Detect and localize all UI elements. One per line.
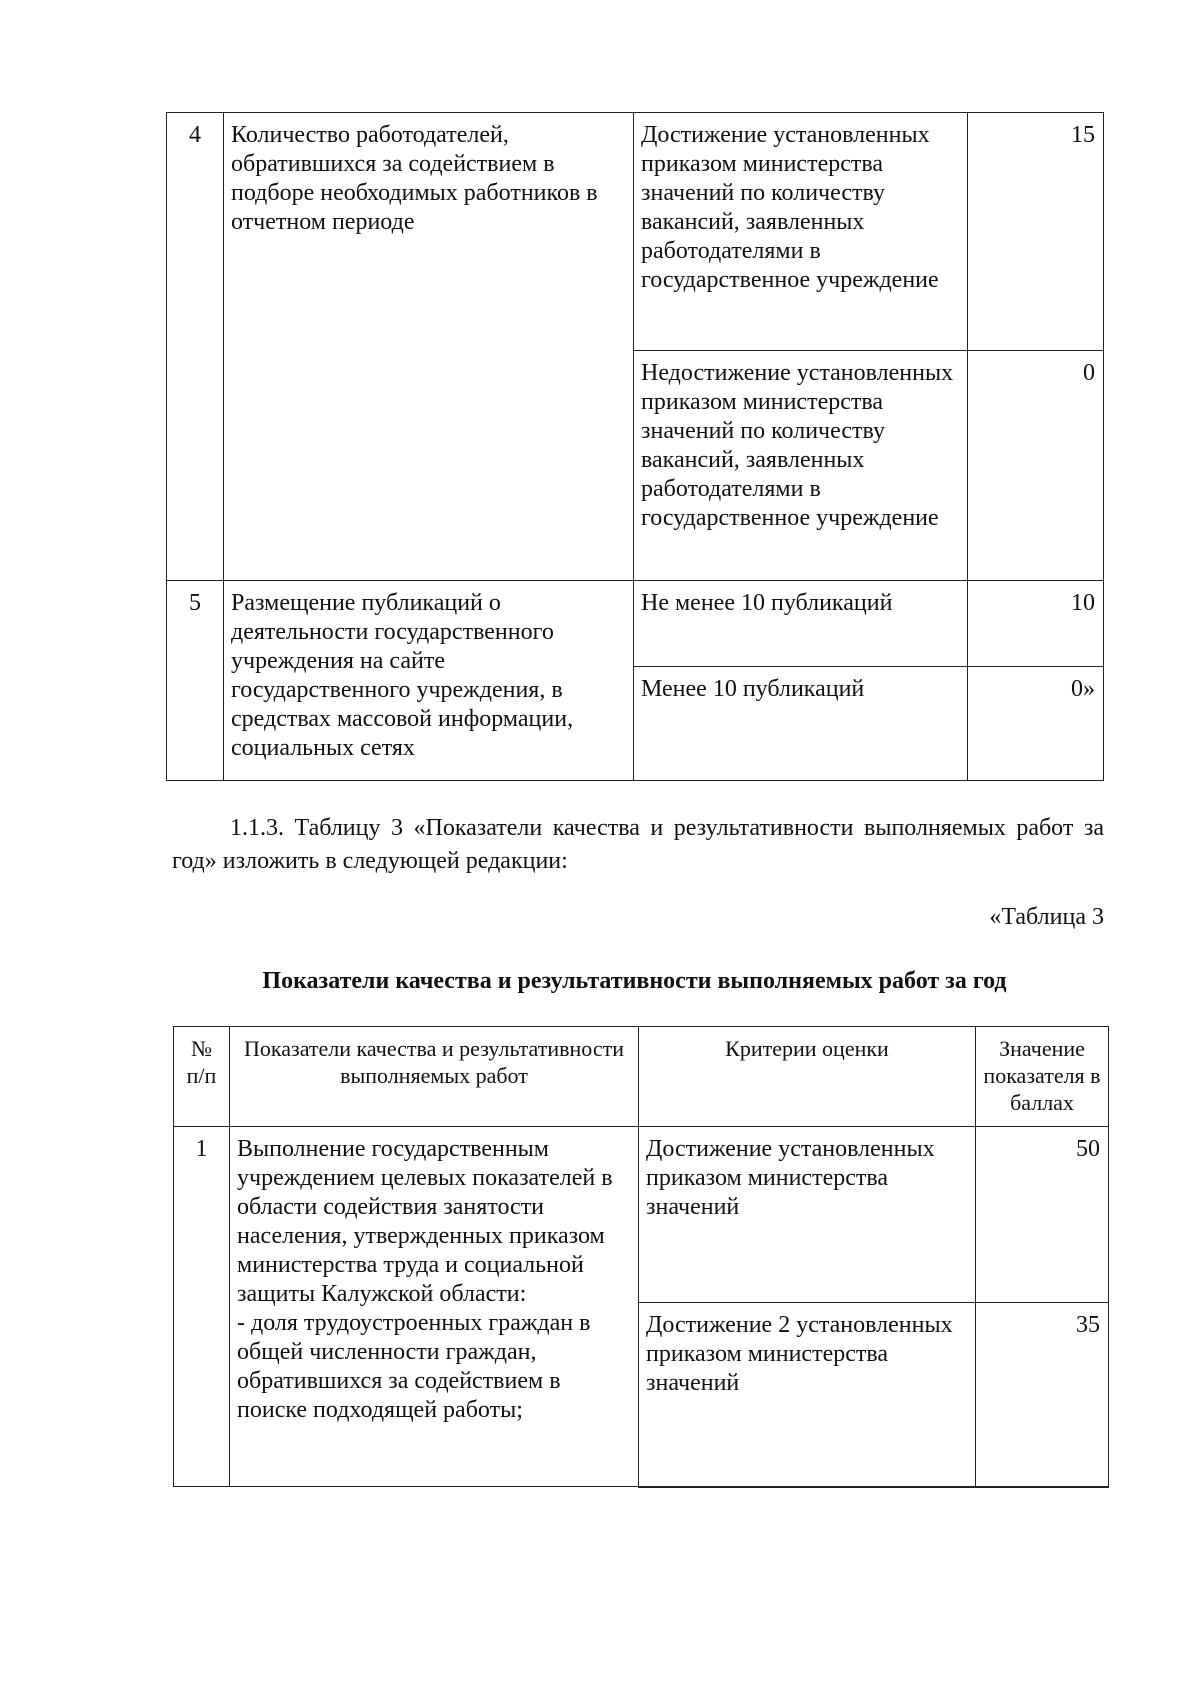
indicator-cell: Количество работодателей, обратившихся за содействием в подборе необходимых работников в отчетном периоде [224,113,634,581]
row-number: 5 [167,581,224,781]
table-row [174,1127,1109,1303]
indicators-table-3 [173,1026,1109,1488]
criteria-cell: Достижение установленных приказом министерства значений [639,1127,976,1303]
criteria-cell: Менее 10 публикаций [634,667,968,781]
header-num: № п/п [174,1027,230,1127]
score-cell: 35 [976,1303,1109,1487]
score-cell: 10 [968,581,1104,667]
row-number: 4 [167,113,224,581]
score-cell: 15 [968,113,1104,351]
criteria-cell: Достижение установленных приказом министерства значений по количеству вакансий, заявленных работодателями в государственное учреждение [634,113,968,351]
indicator-cell: Выполнение государственным учреждением целевых показателей в области содействия занятости населения, утвержденных приказом министерства труда и социальной защиты Калужской области: - доля трудоустроенных граждан в общей численности граждан, обратившихся за содействием в поиске подходящей работы; [230,1127,639,1487]
table-row [167,581,1104,667]
header-indicator: Показатели качества и результативности выполняемых работ [230,1027,639,1127]
table-title: Показатели качества и результативности выполняемых работ за год [262,968,1007,994]
score-cell: 0» [968,667,1104,781]
indicator-cell: Размещение публикаций о деятельности государственного учреждения на сайте государственного учреждения, в средствах массовой информации, социальных сетях [224,581,634,781]
criteria-cell: Не менее 10 публикаций [634,581,968,667]
table-header-row [174,1027,1109,1127]
header-value: Значение показателя в баллах [976,1027,1109,1127]
table-caption: «Таблица 3 [989,904,1104,930]
body-paragraph: 1.1.3. Таблицу 3 «Показатели качества и результативности выполняемых работ за год» изложить в следующей редакции: [172,815,1104,874]
indicators-table-continued [166,112,1104,781]
criteria-cell: Недостижение установленных приказом министерства значений по количеству вакансий, заявленных работодателями в государственное учреждение [634,351,968,581]
score-cell: 0 [968,351,1104,581]
criteria-cell: Достижение 2 установленных приказом министерства значений [639,1303,976,1487]
row-number: 1 [174,1127,230,1487]
table-row [167,113,1104,351]
header-criteria: Критерии оценки [639,1027,976,1127]
score-cell: 50 [976,1127,1109,1303]
